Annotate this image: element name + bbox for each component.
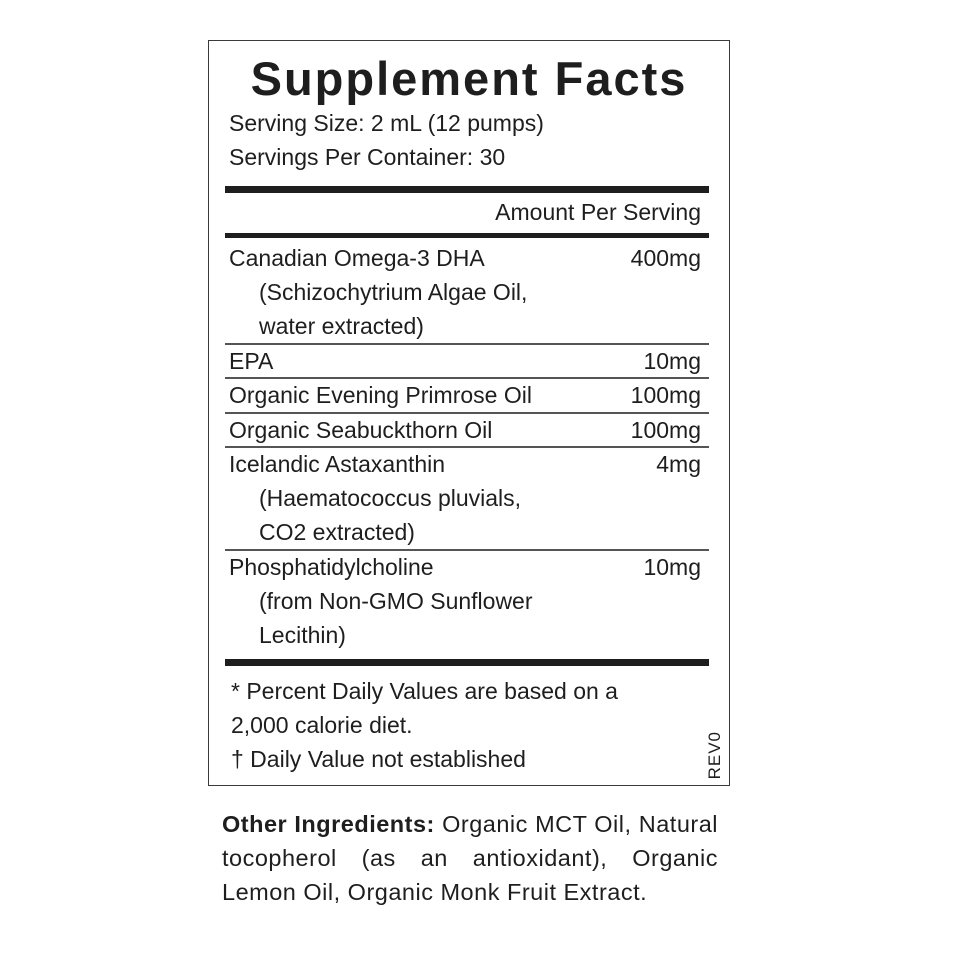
ingredient-detail: Lecithin) bbox=[259, 622, 346, 648]
ingredient-row bbox=[229, 550, 701, 652]
ingredient-name: Canadian Omega-3 DHA bbox=[229, 245, 485, 271]
ingredient-row bbox=[229, 413, 701, 447]
ingredient-row bbox=[229, 241, 701, 343]
ingredient-detail: (Haematococcus pluvials, bbox=[259, 485, 522, 511]
ingredient-name: Phosphatidylcholine bbox=[229, 554, 434, 580]
footnote-line: 2,000 calorie diet. bbox=[231, 712, 413, 738]
footnote-daily-values bbox=[231, 674, 701, 776]
footnote-dagger: † Daily Value not established bbox=[231, 746, 526, 772]
ingredient-amount: 100mg bbox=[630, 417, 701, 443]
ingredient-row bbox=[229, 378, 701, 412]
ingredient-row bbox=[229, 344, 701, 378]
header-divider bbox=[225, 233, 709, 238]
panel-title: Supplement Facts bbox=[250, 52, 688, 105]
ingredient-amount: 400mg bbox=[630, 245, 701, 271]
servings-per-container: Servings Per Container: 30 bbox=[229, 144, 506, 170]
thick-divider bbox=[225, 186, 709, 193]
ingredient-detail: CO2 extracted) bbox=[259, 519, 415, 545]
ingredient-name: Organic Seabuckthorn Oil bbox=[229, 417, 493, 443]
ingredient-name: EPA bbox=[229, 348, 274, 374]
supplement-facts-panel bbox=[208, 40, 730, 786]
ingredient-detail: (Schizochytrium Algae Oil, bbox=[259, 279, 528, 305]
other-ingredients-text: Organic MCT Oil, Natural tocopherol (as an antioxidant), Organic Lemon Oil, Organic Monk Fruit Extract. bbox=[222, 811, 719, 905]
ingredient-detail: water extracted) bbox=[259, 313, 424, 339]
ingredient-detail: (from Non-GMO Sunflower bbox=[259, 588, 533, 614]
other-ingredients-label: Other Ingredients: bbox=[222, 811, 435, 837]
bottom-thick-divider bbox=[225, 659, 709, 666]
revision-code: REV0 bbox=[705, 730, 724, 779]
amount-per-serving-header: Amount Per Serving bbox=[495, 199, 701, 225]
ingredient-row bbox=[229, 447, 701, 549]
ingredient-amount: 4mg bbox=[656, 451, 701, 477]
serving-size: Serving Size: 2 mL (12 pumps) bbox=[229, 110, 544, 136]
footnote-line: * Percent Daily Values are based on a bbox=[231, 678, 618, 704]
ingredient-name: Organic Evening Primrose Oil bbox=[229, 382, 532, 408]
ingredient-name: Icelandic Astaxanthin bbox=[229, 451, 446, 477]
ingredient-amount: 10mg bbox=[643, 554, 701, 580]
ingredient-amount: 100mg bbox=[630, 382, 701, 408]
other-ingredients bbox=[222, 807, 718, 909]
ingredient-amount: 10mg bbox=[643, 348, 701, 374]
